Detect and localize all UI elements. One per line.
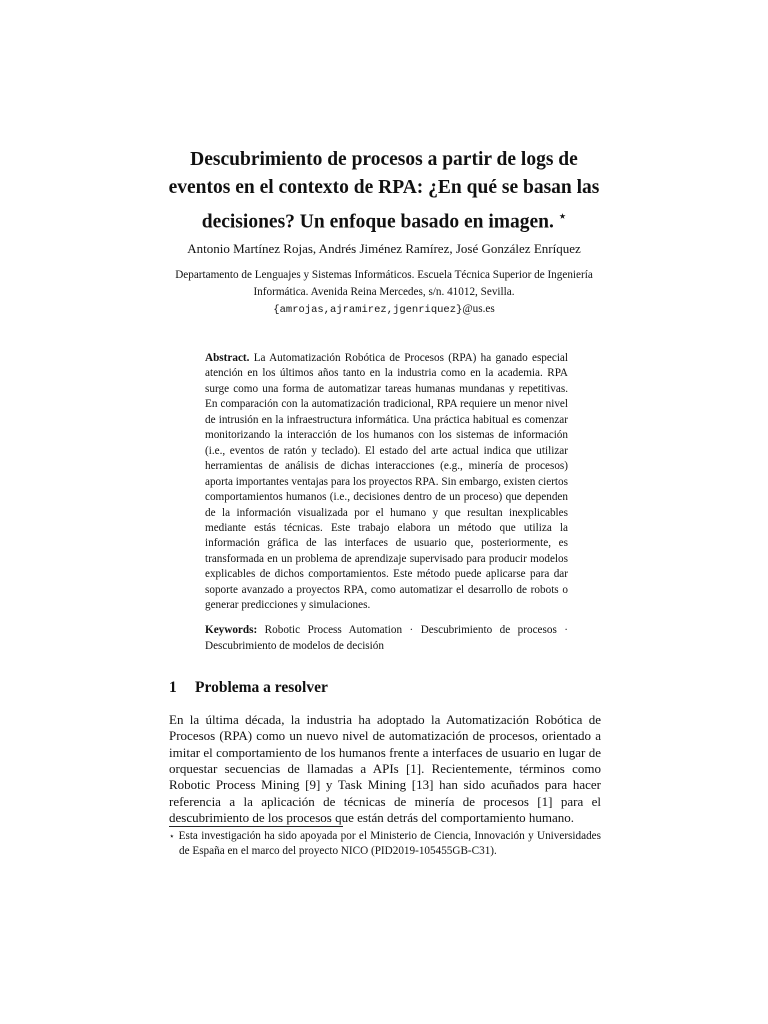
title-text: Descubrimiento de procesos a partir de logs de eventos en el contexto de RPA: ¿En qué se basan las decisiones? Un enfoque basado en imagen. [168, 149, 600, 233]
footnote-text: Esta investigación ha sido apoyada por el Ministerio de Ciencia, Innovación y Universidades de España en el marco del proyecto NICO (PID2019-105455GB-C31). [178, 830, 601, 857]
footnote-rule [169, 826, 343, 827]
section-heading [169, 678, 599, 698]
paper-title [160, 146, 608, 237]
section-number: 1 [169, 679, 177, 696]
abstract-text: La Automatización Robótica de Procesos (RPA) ha ganado especial atención en los últimos años tanto en la industria como en la academia. RPA surge como una forma de automatizar tareas humanas mundanas y repetitivas. En comparación con la automatización tradicional, RPA requiere un menor nivel de intrusión en la infraestructura informática. Una práctica habitual es comenzar monitorizando la interacción de los humanos con los sistemas de información (i.e., eventos de ratón y teclado). El estado del arte actual indica que utilizar herramientas de análisis de dichas interacciones (e.g., minería de procesos) aporta importantes ventajas para los proyectos RPA. Sin embargo, existen ciertos comportamientos humanos (i.e., decisiones dentro de un proceso) que dependen de la información visualizada por el humano y que resultan inexplicables mediante estás técnicas. Este trabajo elabora un método que utiliza la información gráfica de las interfaces de usuario que, posteriormente, es transformada en un problema de aprendizaje supervisado para producir modelos explicables de dichos comportamientos. Este método puede aplicarse para dar soporte avanzado a proyectos RPA, como automatizar el desarrollo de robots o generar predicciones y simulaciones. [205, 352, 569, 612]
email-domain: @us.es [462, 303, 495, 315]
affiliation-text: Departamento de Lenguajes y Sistemas Informáticos. Escuela Técnica Superior de Ingeniería Informática. Avenida Reina Mercedes, s/n. 41012, Sevilla. [175, 269, 593, 298]
footnote-body [169, 829, 601, 859]
keywords [205, 623, 568, 654]
keywords-text: Robotic Process Automation · Descubrimiento de procesos · Descubrimiento de modelos de decisión [205, 624, 568, 652]
footnote [169, 829, 601, 859]
author-emails: {amrojas,ajramirez,jgenriquez} [273, 304, 463, 316]
section-title: Problema a resolver [195, 679, 328, 696]
keywords-label: Keywords: [205, 624, 258, 636]
title-footnote-mark: ⋆ [558, 209, 567, 223]
author-list: Antonio Martínez Rojas, Andrés Jiménez Ramírez, José González Enríquez [187, 241, 581, 256]
abstract [205, 351, 568, 614]
body-paragraph: En la última década, la industria ha adoptado la Automatización Robótica de Procesos (RPA) como un nuevo nivel de automatización de procesos, orientado a imitar el comportamiento de los humanos frente a interfaces de usuario en lugar de orquestar secuencias de llamadas a APIs [1]. Recientemente, términos como Robotic Process Mining [9] y Task Mining [13] han sido acuñados para hacer referencia a la aplicación de técnicas de minería de procesos [1] para el descubrimiento de los procesos que están detrás del comportamiento humano. [169, 712, 601, 826]
abstract-label: Abstract. [205, 352, 250, 364]
footnote-mark: ⋆ [169, 831, 175, 841]
affiliation [150, 267, 618, 319]
